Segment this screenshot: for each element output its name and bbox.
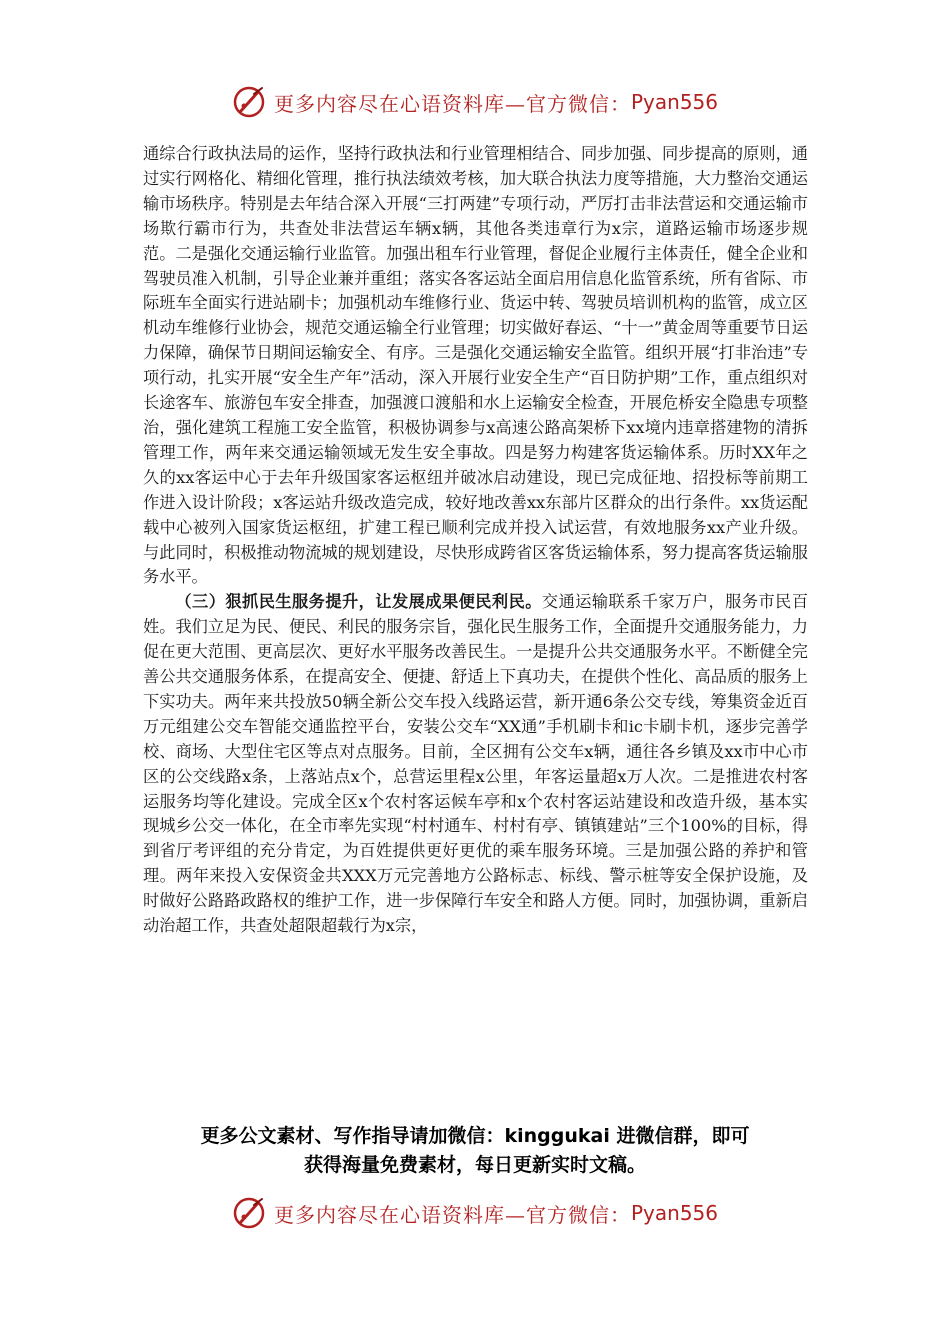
header-banner-text: 更多内容尽在心语资料库—官方微信： — [273, 91, 631, 116]
body-paragraph: 通综合行政执法局的运作，坚持行政执法和行业管理相结合、同步加强、同步提高的原则，通过实行网格化、精细化管理，推行执法绩效考核，加大联合执法力度等措施，大力整治交通运输市场秩序。特别是去年结合深入开展“三打两建”专项行动，严厉打击非法营运和交通运输市场欺行霸市行为，共查处非法营运车辆x辆，其他各类违章行为x宗，道路运输市场逐步规范。二是强化交通运输行业监管。加强出租车行业管理，督促企业履行主体责任，健全企业和驾驶员准入机制，引导企业兼并重组；落实各客运站全面启用信息化监管系统，所有省际、市际班车全面实行进站刷卡；加强机动车维修行业、货运中转、驾驶员培训机构的监管，成立区机动车维修行业协会，规范交通运输全行业管理；切实做好春运、“十一”黄金周等重要节日运力保障，确保节日期间运输安全、有序。三是强化交通运输安全监管。组织开展“打非治违”专项行动，扎实开展“安全生产年”活动，深入开展行业安全生产“百日防护期”工作，重点组织对长途客车、旅游包车安全排查，加强渡口渡船和水上运输安全检查，开展危桥安全隐患专项整治，强化建筑工程施工安全监管，积极协调参与x高速公路高架桥下xx境内违章搭建物的清拆管理工作，两年来交通运输领域无发生安全事故。四是努力构建客货运输体系。历时XX年之久的xx客运中心于去年升级国家客运枢纽并破冰启动建设，现已完成征地、招投标等前期工作进入设计阶段；x客运站升级改造完成，较好地改善xx东部片区群众的出行条件。xx货运配载中心被列入国家货运枢纽，扩建工程已顺利完成并投入试运营，有效地服务xx产业升级。与此同时，积极推动物流城的规划建设，尽快形成跨省区客货运输体系，努力提高客货运输服务水平。 — [143, 144, 808, 587]
footer-banner-wechat-id: Pyan556 — [630, 1201, 718, 1225]
footer-watermark-banner — [0, 1193, 950, 1233]
footer-note-line: 获得海量免费素材，每日更新实时文稿。 — [303, 1154, 646, 1176]
pen-logo-icon — [232, 1195, 268, 1231]
section-text: 交通运输联系千家万户，服务市民百姓。我们立足为民、便民、利民的服务宗旨，强化民生服务工作，全面提升交通服务能力，力促在更大范围、更高层次、更好水平服务改善民生。一是提升公共交通服务水平。不断健全完善公共交通服务体系，在提高安全、便捷、舒适上下真功夫，在提供个性化、高品质的服务上下实功夫。两年来共投放50辆全新公交车投入线路运营，新开通6条公交专线，筹集资金近百万元组建公交车智能交通监控平台，安装公交车“XX通”手机刷卡和ic卡刷卡机，逐步完善学校、商场、大型住宅区等点对点服务。目前，全区拥有公交车x辆，通往各乡镇及xx市中心市区的公交线路x条，上落站点x个，总营运里程x公里，年客运量超x万人次。二是推进农村客运服务均等化建设。完成全区x个农村客运候车亭和x个农村客运站建设和改造升级，基本实现城乡公交一体化，在全市率先实现“村村通车、村村有亭、镇镇建站”三个100%的目标，得到省厅考评组的充分肯定，为百姓提供更好更优的乘车服务环境。三是加强公路的养护和管理。两年来投入安保资金共XXX万元完善地方公路标志、标线、警示桩等安全保护设施，及时做好公路路政路权的维护工作，进一步保障行车安全和路人方便。同时，加强协调，重新启动治超工作，共查处超限超载行为x宗， — [143, 592, 809, 936]
footer-banner-text: 更多内容尽在心语资料库—官方微信： — [273, 1202, 631, 1227]
header-banner-wechat-id: Pyan556 — [630, 90, 718, 114]
section-heading: （三）狠抓民生服务提升，让发展成果便民利民。 — [175, 592, 542, 612]
header-watermark-banner — [0, 82, 950, 122]
pen-logo-icon — [232, 84, 268, 120]
body-paragraph-section-3 — [143, 590, 808, 939]
footer-note-line: 更多公文素材、写作指导请加微信：kinggukai 进微信群，即可 — [200, 1125, 750, 1147]
document-body — [143, 142, 808, 939]
footer-promo-note — [0, 1122, 950, 1180]
